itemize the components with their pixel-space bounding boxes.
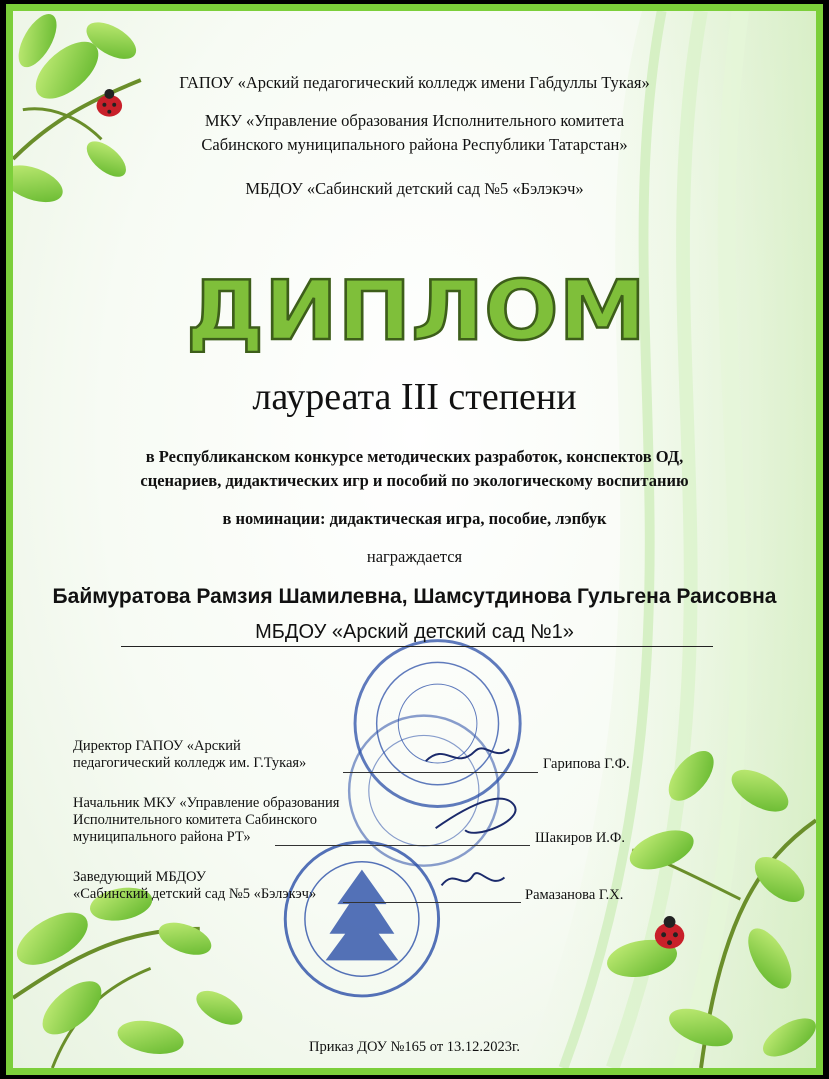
- header-department-1: МКУ «Управление образования Исполнительного комитета: [204, 111, 625, 130]
- contest-description: [13, 445, 816, 493]
- signer-name-director: Гарипова Г.Ф.: [543, 756, 630, 772]
- nomination: в номинации: дидактическая игра, пособие, лэпбук: [222, 509, 607, 528]
- signer-name-kindergarten: Рамазанова Г.Х.: [525, 887, 624, 903]
- divider: [121, 646, 713, 647]
- wave-shape: [524, 11, 816, 1068]
- signature-2: [436, 799, 516, 833]
- diploma-subtitle: лауреата III степени: [252, 376, 577, 418]
- tree-icon: [326, 870, 399, 961]
- round-stamp-college: [355, 641, 520, 807]
- signature-block-department: [73, 795, 339, 846]
- leaf: [154, 916, 215, 961]
- signer-title: Заведующий МБДОУ: [73, 869, 206, 885]
- signature-1: [426, 748, 510, 761]
- round-stamp-kindergarten: [285, 842, 438, 996]
- signature-block-director: [73, 738, 306, 772]
- diploma-title-text: ДИПЛОМ: [186, 273, 646, 353]
- awarded-label: награждается: [366, 547, 463, 566]
- signer-title: муниципального района РТ»: [73, 829, 251, 845]
- header-kindergarten: МБДОУ «Сабинский детский сад №5 «Бэлэкэч»: [245, 179, 584, 198]
- leaf: [191, 984, 248, 1032]
- diploma-title: [181, 273, 651, 353]
- signature-line: [275, 845, 530, 846]
- order-reference: Приказ ДОУ №165 от 13.12.2023г.: [309, 1039, 520, 1055]
- signature-3: [442, 873, 505, 885]
- signer-title: педагогический колледж им. Г.Тукая»: [73, 755, 307, 771]
- signature-line: [343, 902, 521, 903]
- signer-name-department: Шакиров И.Ф.: [535, 830, 626, 846]
- leaf: [33, 971, 110, 1044]
- contest-line-2: сценариев, дидактических игр и пособий по экологическому воспитанию: [140, 471, 689, 490]
- recipient-organization: МБДОУ «Арский детский сад №1»: [255, 621, 574, 643]
- leaf: [13, 902, 96, 976]
- header-department-2: Сабинского муниципального района Республики Татарстан»: [201, 135, 628, 154]
- signer-title: «Сабинский детский сад №5 «Бэлэкэч»: [73, 886, 317, 902]
- contest-line-1: в Республиканском конкурсе методических разработок, конспектов ОД,: [145, 447, 684, 466]
- signer-title: Начальник МКУ «Управление образования: [73, 795, 340, 811]
- diploma-page: [6, 4, 823, 1075]
- signature-line: [343, 772, 538, 773]
- background-decoration: [13, 11, 816, 1068]
- signer-title: Исполнительного комитета Сабинского: [73, 812, 317, 828]
- header-college: ГАПОУ «Арский педагогический колледж имени Габдуллы Тукая»: [179, 73, 650, 92]
- signature-block-kindergarten: [73, 869, 316, 903]
- signer-title: Директор ГАПОУ «Арский: [73, 738, 241, 754]
- recipients: Баймуратова Рамзия Шамилевна, Шамсутдинова Гульгена Раисовна: [52, 585, 777, 608]
